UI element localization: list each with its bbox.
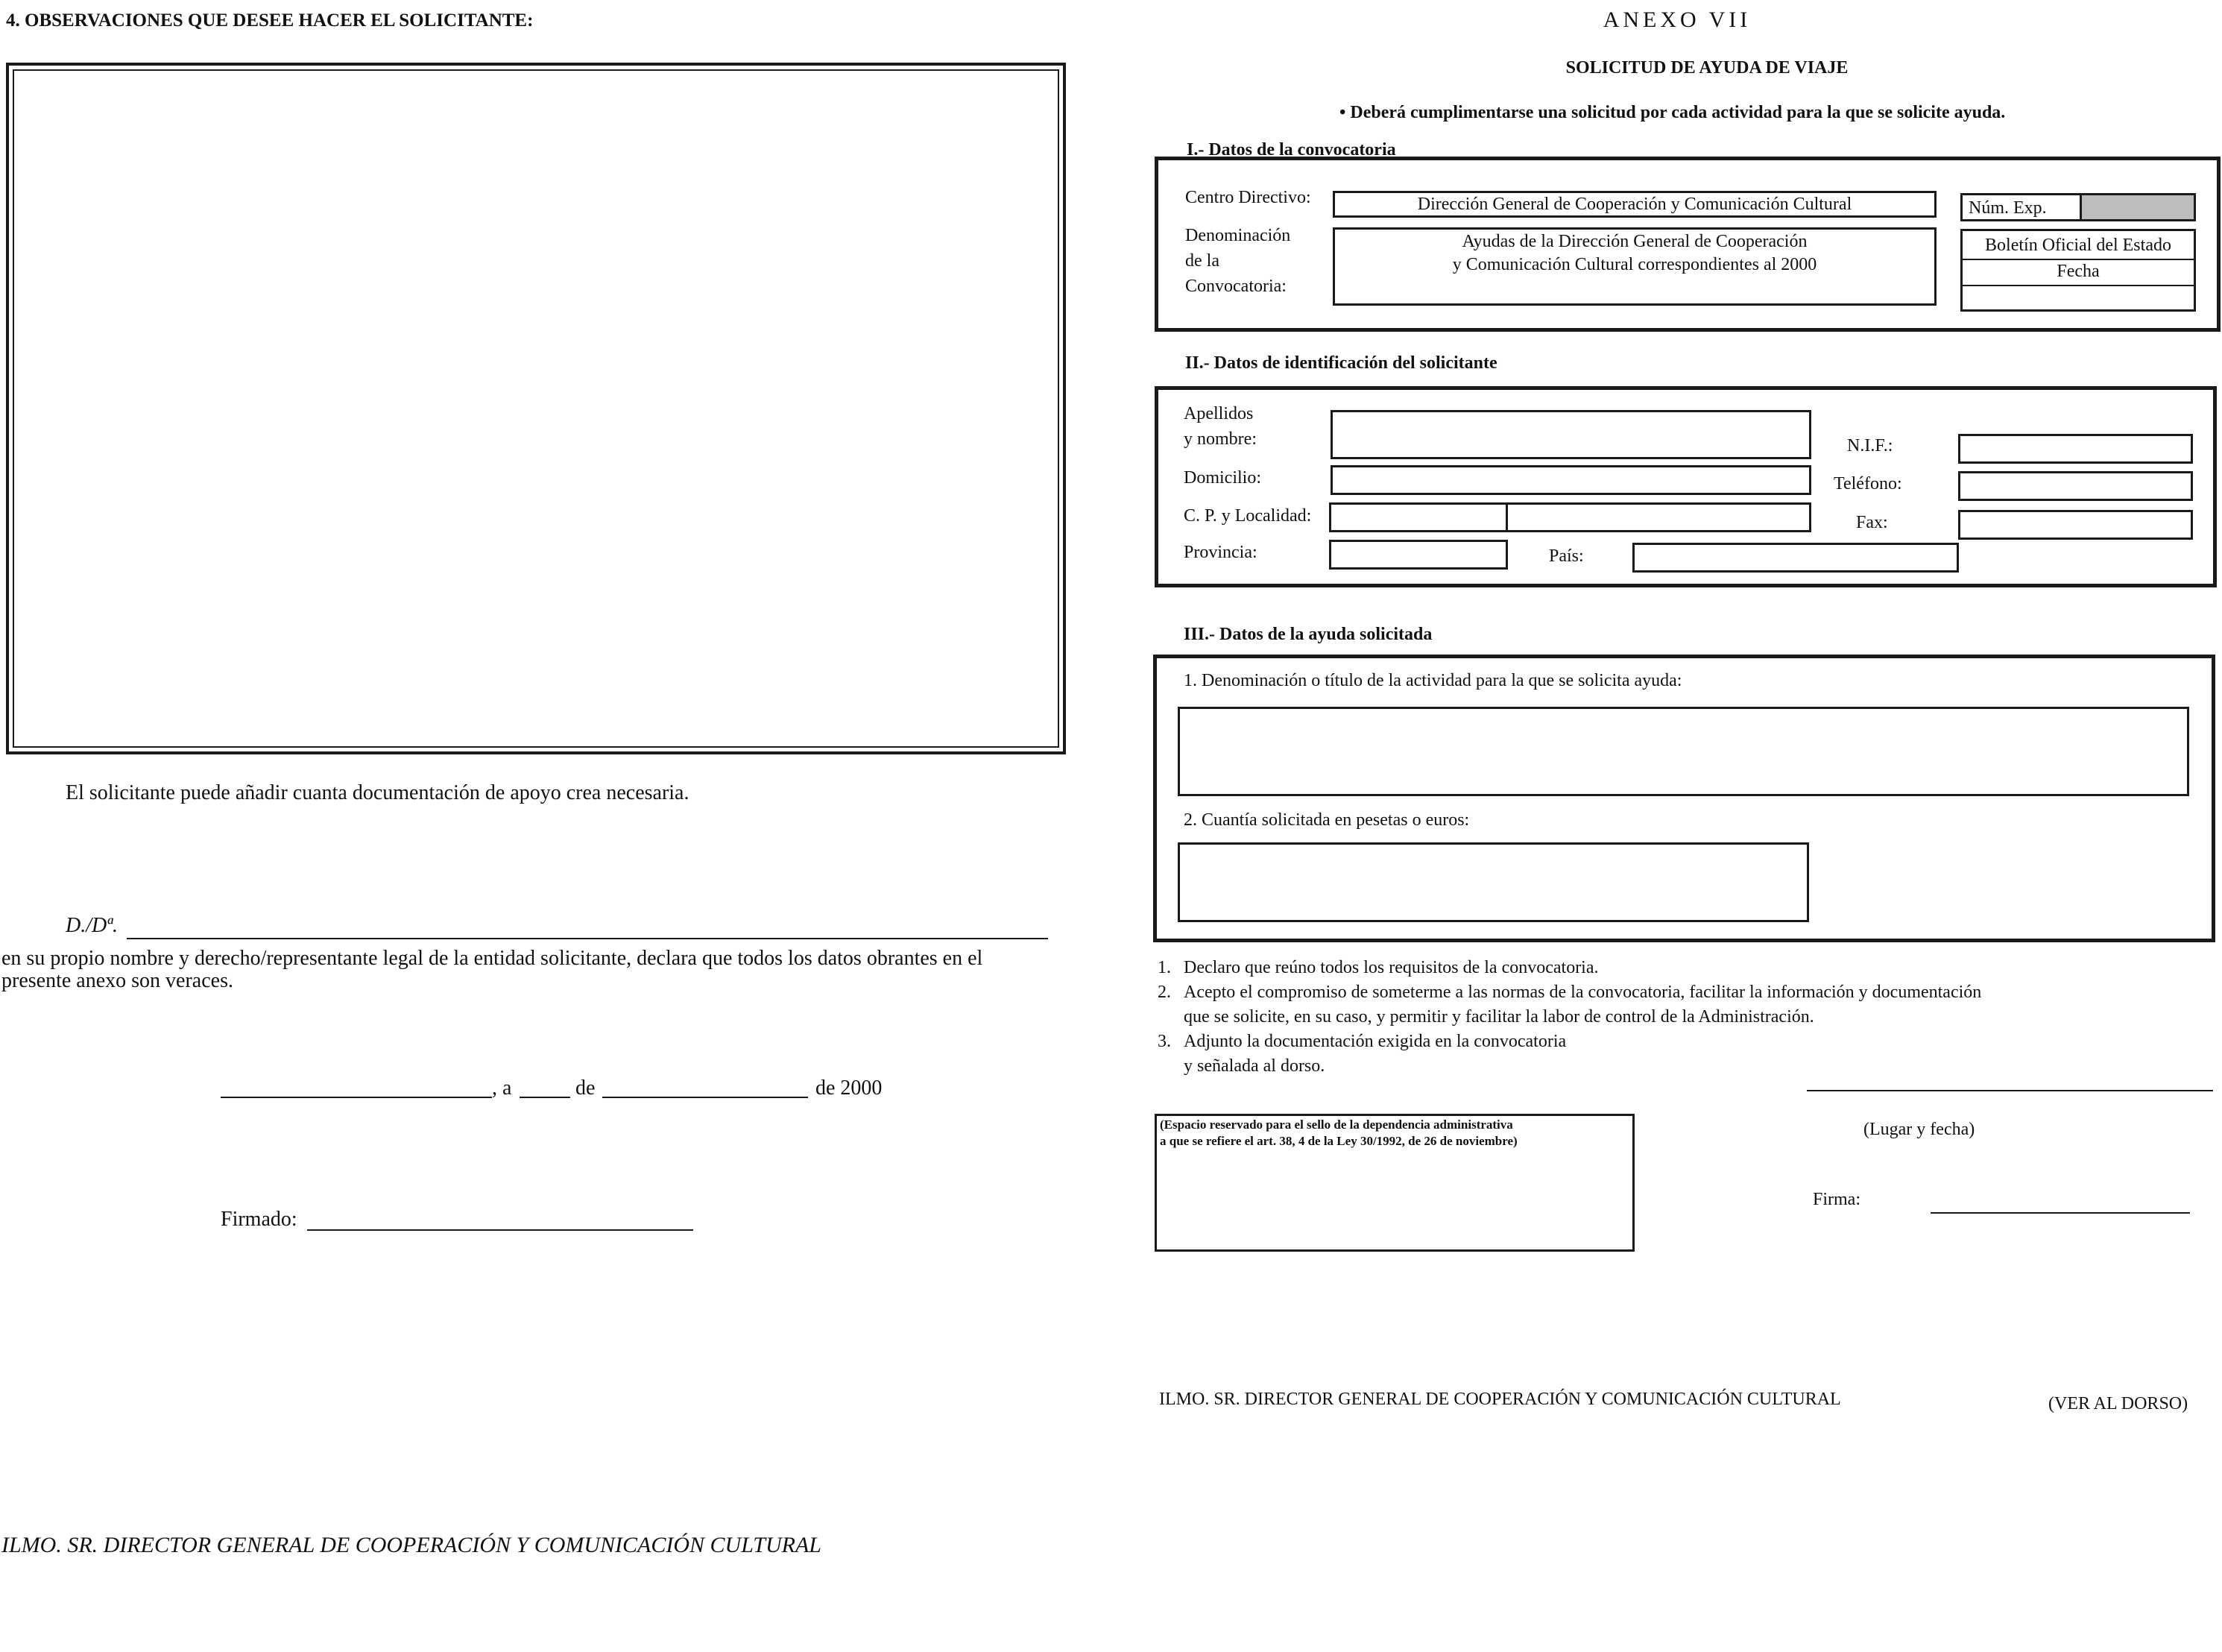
boletin-box <box>1960 229 2196 312</box>
declaration-line-2: presente anexo son veraces. <box>1 969 233 992</box>
observaciones-title: 4. OBSERVACIONES QUE DESEE HACER EL SOLICITANTE: <box>6 10 534 31</box>
centro-label: Centro Directivo: <box>1185 188 1311 207</box>
pais-input[interactable] <box>1632 543 1959 573</box>
month-field[interactable] <box>602 1097 808 1098</box>
num-exp-field[interactable] <box>1960 193 2196 221</box>
firma-field[interactable] <box>1931 1212 2190 1214</box>
day-field[interactable] <box>520 1097 570 1098</box>
fecha-label: Fecha <box>2057 262 2100 281</box>
section-2-title: II.- Datos de identificación del solicitante <box>1185 353 1497 373</box>
fecha-field[interactable] <box>1963 285 2194 286</box>
anexo-title: ANEXO VII <box>1603 7 1752 32</box>
observaciones-textarea[interactable] <box>13 69 1059 748</box>
firmado-label: Firmado: <box>221 1208 297 1231</box>
apellidos-label-1: Apellidos <box>1184 404 1254 423</box>
decl-1: Declaro que reúno todos los requisitos de la convocatoria. <box>1184 958 1599 977</box>
decl-number-1: 1. <box>1158 958 1171 977</box>
lugar-fecha-field[interactable] <box>1807 1090 2213 1091</box>
cp-input[interactable] <box>1329 502 1508 532</box>
date-de-label: de <box>575 1076 596 1100</box>
domicilio-input[interactable] <box>1331 465 1811 495</box>
actividad-input[interactable] <box>1178 707 2189 796</box>
firmado-field[interactable] <box>307 1229 693 1231</box>
left-footer: ILMO. SR. DIRECTOR GENERAL DE COOPERACIÓN Y COMUNICACIÓN CULTURAL <box>1 1533 821 1557</box>
decl-2a: Acepto el compromiso de someterme a las normas de la convocatoria, facilitar la información y documentación <box>1184 983 1982 1002</box>
declaration-line-1: en su propio nombre y derecho/representante legal de la entidad solicitante, declara que todos los datos obrantes en el <box>1 947 983 970</box>
supporting-docs-note: El solicitante puede añadir cuanta documentación de apoyo crea necesaria. <box>66 781 689 804</box>
denominacion-label-3: Convocatoria: <box>1185 277 1287 296</box>
actividad-label: 1. Denominación o título de la actividad para la que se solicita ayuda: <box>1184 671 1682 690</box>
decl-3b: y señalada al dorso. <box>1184 1056 1325 1076</box>
dd-name-field[interactable] <box>127 938 1048 939</box>
cuantia-input[interactable] <box>1178 842 1809 922</box>
denominacion-label-1: Denominación <box>1185 226 1291 245</box>
dd-label: D./Dª. <box>66 914 118 937</box>
apellidos-input[interactable] <box>1331 410 1811 459</box>
apellidos-label-2: y nombre: <box>1184 429 1257 449</box>
boletin-label: Boletín Oficial del Estado <box>1985 236 2171 255</box>
fax-label: Fax: <box>1856 513 1888 532</box>
denominacion-field[interactable] <box>1333 227 1937 306</box>
sello-text-2: a que se refiere el art. 38, 4 de la Ley 30/1992, de 26 de noviembre) <box>1160 1134 1518 1148</box>
firma-label: Firma: <box>1813 1190 1860 1209</box>
instruction-note: • Deberá cumplimentarse una solicitud por cada actividad para la que se solicite ayuda. <box>1339 103 2006 122</box>
provincia-input[interactable] <box>1329 540 1508 570</box>
num-exp-label: Núm. Exp. <box>1969 198 2047 218</box>
cp-localidad-label: C. P. y Localidad: <box>1184 506 1312 526</box>
section-3-title: III.- Datos de la ayuda solicitada <box>1184 625 1433 644</box>
sello-text-1: (Espacio reservado para el sello de la dependencia administrativa <box>1160 1117 1513 1132</box>
fax-input[interactable] <box>1958 510 2193 540</box>
decl-number-2: 2. <box>1158 983 1171 1002</box>
centro-field[interactable]: Dirección General de Cooperación y Comunicación Cultural <box>1333 191 1937 218</box>
denominacion-label-2: de la <box>1185 251 1219 271</box>
num-exp-stamp <box>2080 195 2194 219</box>
provincia-label: Provincia: <box>1184 543 1257 562</box>
localidad-input[interactable] <box>1506 502 1811 532</box>
denominacion-value-1: Ayudas de la Dirección General de Cooperación <box>1462 232 1808 251</box>
sello-box <box>1155 1114 1635 1252</box>
section-1-title: I.- Datos de la convocatoria <box>1187 140 1396 160</box>
date-year-label: de 2000 <box>815 1076 883 1100</box>
place-field[interactable] <box>221 1097 492 1098</box>
telefono-label: Teléfono: <box>1834 474 1902 494</box>
decl-3a: Adjunto la documentación exigida en la convocatoria <box>1184 1032 1567 1051</box>
nif-input[interactable] <box>1958 434 2193 464</box>
pais-label: País: <box>1549 546 1584 566</box>
decl-number-3: 3. <box>1158 1032 1171 1051</box>
ver-al-dorso: (VER AL DORSO) <box>2048 1394 2188 1413</box>
denominacion-value-2: y Comunicación Cultural correspondientes al 2000 <box>1452 255 1817 274</box>
domicilio-label: Domicilio: <box>1184 468 1261 488</box>
telefono-input[interactable] <box>1958 471 2193 501</box>
lugar-fecha-label: (Lugar y fecha) <box>1863 1120 1975 1139</box>
date-a-label: , a <box>492 1076 512 1100</box>
decl-2b: que se solicite, en su caso, y permitir y facilitar la labor de control de la Administración. <box>1184 1007 1814 1027</box>
right-footer: ILMO. SR. DIRECTOR GENERAL DE COOPERACIÓN Y COMUNICACIÓN CULTURAL <box>1159 1390 1841 1409</box>
form-subtitle: SOLICITUD DE AYUDA DE VIAJE <box>1565 58 1849 78</box>
nif-label: N.I.F.: <box>1847 436 1893 455</box>
cuantia-label: 2. Cuantía solicitada en pesetas o euros: <box>1184 810 1470 830</box>
